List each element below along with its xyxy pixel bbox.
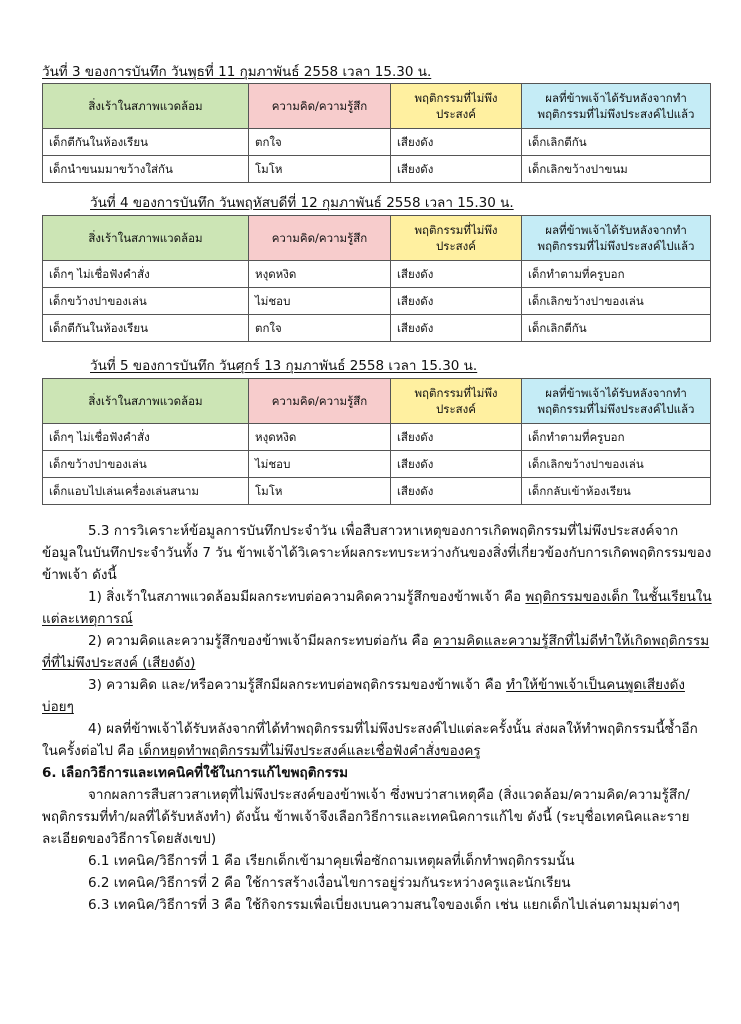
section6-title: 6. เลือกวิธีการและเทคนิคที่ใช้ในการแก้ไขพฤติกรรม [42, 765, 349, 781]
table-row [43, 315, 711, 342]
cell-feeling: โมโห [249, 478, 391, 505]
cell-stimulus: เด็กขว้างปาของเล่น [43, 451, 249, 478]
table-row [43, 478, 711, 505]
header-result: ผลที่ข้าพเจ้าได้รับหลังจากทำพฤติกรรมที่ไม่พึงประสงค์ไปแล้ว [522, 216, 711, 261]
header-feeling: ความคิด/ความรู้สึก [249, 379, 391, 424]
analysis-item-3 [42, 674, 712, 718]
analysis-item-text: 1) สิ่งเร้าในสภาพแวดล้อมมีผลกระทบต่อความคิดความรู้สึกของข้าพเจ้า คือ [88, 589, 526, 605]
record-heading-day5: วันที่ 5 ของการบันทึก วันศุกร์ 13 กุมภาพันธ์ 2558 เวลา 15.30 น. [90, 358, 478, 374]
cell-feeling: ตกใจ [249, 315, 391, 342]
header-stimulus: สิ่งเร้าในสภาพแวดล้อม [43, 216, 249, 261]
analysis-item-emphasis: ความคิดและความรู้สึกที่ไม่ดีทำให้เกิดพฤติกรรมที่ที่ไม่พึงประสงค์ (เสียงดัง) [42, 633, 710, 671]
cell-stimulus: เด็กๆ ไม่เชื่อฟังคำสั่ง [43, 424, 249, 451]
record-table-day5 [42, 378, 711, 505]
cell-feeling: ไม่ชอบ [249, 288, 391, 315]
cell-stimulus: เด็กตีกันในห้องเรียน [43, 129, 249, 156]
table-header-row [43, 216, 711, 261]
header-stimulus: สิ่งเร้าในสภาพแวดล้อม [43, 379, 249, 424]
analysis-item-emphasis: พฤติกรรมของเด็ก ในชั้นเรียนในแต่ละเหตุการณ์ [42, 589, 712, 627]
technique-3: 6.3 เทคนิค/วิธีการที่ 3 คือ ใช้กิจกรรมเพื่อเบี่ยงเบนความสนใจของเด็ก เช่น แยกเด็กไปเล่นตามมุมต่างๆ [88, 897, 680, 913]
header-stimulus: สิ่งเร้าในสภาพแวดล้อม [43, 84, 249, 129]
cell-feeling: โมโห [249, 156, 391, 183]
cell-stimulus: เด็กแอบไปเล่นเครื่องเล่นสนาม [43, 478, 249, 505]
header-behavior: พฤติกรรมที่ไม่พึงประสงค์ [391, 84, 522, 129]
header-behavior: พฤติกรรมที่ไม่พึงประสงค์ [391, 216, 522, 261]
record-table-day3 [42, 83, 711, 183]
analysis-item-emphasis: เด็กหยุดทำพฤติกรรมที่ไม่พึงประสงค์และเชื่อฟังคำสั่งของครู [138, 743, 481, 759]
cell-feeling: ไม่ชอบ [249, 451, 391, 478]
cell-behavior: เสียงดัง [391, 451, 522, 478]
cell-result: เด็กเลิกขว้างปาขนม [522, 156, 711, 183]
table-header-row [43, 84, 711, 129]
cell-result: เด็กกลับเข้าห้องเรียน [522, 478, 711, 505]
analysis-item-2 [42, 630, 712, 674]
cell-behavior: เสียงดัง [391, 261, 522, 288]
table-row [43, 424, 711, 451]
cell-stimulus: เด็กๆ ไม่เชื่อฟังคำสั่ง [43, 261, 249, 288]
record-heading-day4: วันที่ 4 ของการบันทึก วันพฤหัสบดีที่ 12 กุมภาพันธ์ 2558 เวลา 15.30 น. [90, 195, 514, 211]
analysis-item-text: 3) ความคิด และ/หรือความรู้สึกมีผลกระทบต่อพฤติกรรมของข้าพเจ้า คือ [88, 677, 507, 693]
cell-behavior: เสียงดัง [391, 424, 522, 451]
table-header-row [43, 379, 711, 424]
cell-behavior: เสียงดัง [391, 129, 522, 156]
table-row [43, 129, 711, 156]
header-result: ผลที่ข้าพเจ้าได้รับหลังจากทำพฤติกรรมที่ไม่พึงประสงค์ไปแล้ว [522, 84, 711, 129]
record-heading-day3: วันที่ 3 ของการบันทึก วันพุธที่ 11 กุมภาพันธ์ 2558 เวลา 15.30 น. [42, 64, 432, 80]
analysis-item-text: 4) ผลที่ข้าพเจ้าได้รับหลังจากที่ได้ทำพฤติกรรมที่ไม่พึงประสงค์ไปแต่ละครั้งนั้น ส่งผลให้ทำพฤติกรรมนี้ซ้ำอีกในครั้งต่อไป คือ [42, 721, 698, 759]
table-row [43, 261, 711, 288]
cell-feeling: หงุดหงิด [249, 424, 391, 451]
cell-stimulus: เด็กตีกันในห้องเรียน [43, 315, 249, 342]
table-row [43, 288, 711, 315]
cell-behavior: เสียงดัง [391, 478, 522, 505]
cell-result: เด็กเลิกตีกัน [522, 129, 711, 156]
section6-intro: จากผลการสืบสาวสาเหตุที่ไม่พึงประสงค์ของข้าพเจ้า ซึ่งพบว่าสาเหตุคือ (สิ่งแวดล้อม/ความคิด/ความรู้สึก/พฤติกรรมที่ทำ/ผลที่ได้รับหลังทำ) ดังนั้น ข้าพเจ้าจึงเลือกวิธีการและเทคนิคการแก้ไข ดังนี้ (ระบุชื่อเทคนิคและรายละเอียดของวิธีการโดยสังเขป) [42, 787, 690, 847]
cell-feeling: ตกใจ [249, 129, 391, 156]
analysis-item-text: 2) ความคิดและความรู้สึกของข้าพเจ้ามีผลกระทบต่อกัน คือ [88, 633, 433, 649]
cell-behavior: เสียงดัง [391, 288, 522, 315]
header-feeling: ความคิด/ความรู้สึก [249, 84, 391, 129]
record-table-day4 [42, 215, 711, 342]
header-behavior: พฤติกรรมที่ไม่พึงประสงค์ [391, 379, 522, 424]
analysis-intro: 5.3 การวิเคราะห์ข้อมูลการบันทึกประจำวัน เพื่อสืบสาวหาเหตุของการเกิดพฤติกรรมที่ไม่พึงประสงค์จากข้อมูลในบันทึกประจำวันทั้ง 7 วัน ข้าพเจ้าได้วิเคราะห์ผลกระทบระหว่างกันของสิ่งที่เกี่ยวข้องกับการเกิดพฤติกรรมของข้าพเจ้า ดังนี้ [42, 523, 712, 583]
cell-result: เด็กทำตามที่ครูบอก [522, 261, 711, 288]
header-feeling: ความคิด/ความรู้สึก [249, 216, 391, 261]
cell-behavior: เสียงดัง [391, 315, 522, 342]
analysis-item-4 [42, 718, 712, 762]
cell-feeling: หงุดหงิด [249, 261, 391, 288]
cell-result: เด็กเลิกขว้างปาของเล่น [522, 288, 711, 315]
cell-result: เด็กทำตามที่ครูบอก [522, 424, 711, 451]
technique-1: 6.1 เทคนิค/วิธีการที่ 1 คือ เรียกเด็กเข้ามาคุยเพื่อซักถามเหตุผลที่เด็กทำพฤติกรรมนั้น [88, 853, 575, 869]
header-result: ผลที่ข้าพเจ้าได้รับหลังจากทำพฤติกรรมที่ไม่พึงประสงค์ไปแล้ว [522, 379, 711, 424]
cell-stimulus: เด็กนำขนมมาขว้างใส่กัน [43, 156, 249, 183]
cell-stimulus: เด็กขว้างปาของเล่น [43, 288, 249, 315]
analysis-item-1 [42, 586, 712, 630]
table-row [43, 451, 711, 478]
technique-2: 6.2 เทคนิค/วิธีการที่ 2 คือ ใช้การสร้างเงื่อนไขการอยู่ร่วมกันระหว่างครูและนักเรียน [88, 875, 571, 891]
cell-result: เด็กเลิกขว้างปาของเล่น [522, 451, 711, 478]
analysis-item-emphasis: ทำให้ข้าพเจ้าเป็นคนพูดเสียงดังบ่อยๆ [42, 677, 685, 715]
table-row [43, 156, 711, 183]
cell-result: เด็กเลิกตีกัน [522, 315, 711, 342]
cell-behavior: เสียงดัง [391, 156, 522, 183]
analysis-body [42, 520, 712, 916]
